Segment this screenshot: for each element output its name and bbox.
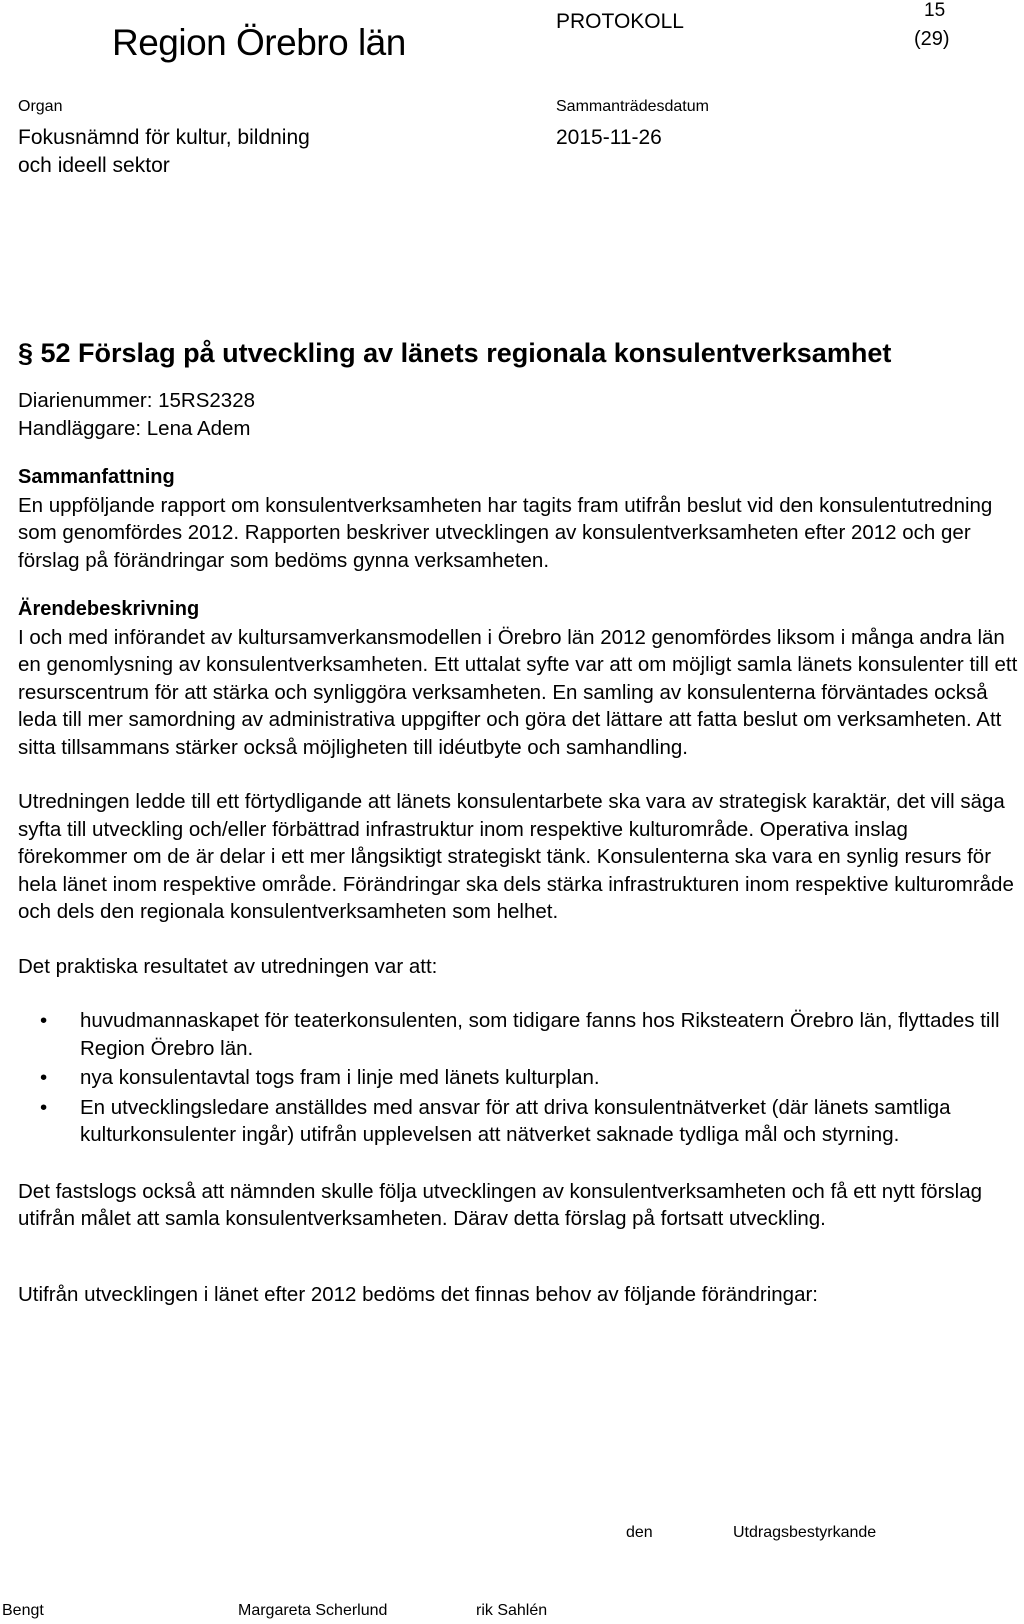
handlaggare: Handläggare: Lena Adem	[18, 416, 251, 440]
bullet-icon: •	[40, 1009, 48, 1032]
bullet-icon: •	[40, 1066, 48, 1089]
footer-den: den	[626, 1524, 653, 1541]
description-paragraph-5: Utifrån utvecklingen i länet efter 2012 bedöms det finnas behov av följande förändringar:	[18, 1282, 819, 1306]
meeting-date: 2015-11-26	[556, 126, 662, 149]
diarienummer: Diarienummer: 15RS2328	[18, 389, 256, 412]
bullet-icon: •	[40, 1095, 48, 1119]
description-paragraph-4: Det fastslogs också att nämnden skulle följa utvecklingen av konsulentverksamheten och få ett nytt förslag utifrån målet att samla konsulentverksamheten. Därav detta förslag på fortsatt utveckling.	[18, 1179, 983, 1230]
description-heading: Ärendebeskrivning	[18, 598, 200, 620]
signature-name-1: Bengt	[2, 1602, 44, 1619]
result-list	[18, 1007, 1022, 1149]
organ-value: Fokusnämnd för kultur, bildning och ideell sektor	[18, 126, 310, 177]
page-number: 15	[924, 0, 946, 21]
list-item-text: En utvecklingsledare anställdes med ansvar för att driva konsulentnätverket (där länets samtliga kulturkonsulenter ingår) utifrån upplevelsen att nätverket saknade tydliga mål och styrning.	[80, 1095, 951, 1146]
list-item	[18, 1094, 1022, 1149]
list-item-text: nya konsulentavtal togs fram i linje med länets kulturplan.	[80, 1066, 600, 1089]
page-total: (29)	[914, 28, 950, 50]
region-logo-text: Region Örebro län	[112, 22, 406, 63]
date-label: Sammanträdesdatum	[556, 98, 709, 115]
summary-text: En uppföljande rapport om konsulentverksamheten har tagits fram utifrån beslut vid den konsulentutredning som genomfördes 2012. Rapporten beskriver utvecklingen av konsulentverksamheten efter 2012 och ger förslag på förändringar som bedöms gynna verksamheten.	[18, 493, 993, 572]
signature-name-3: rik Sahlén	[476, 1602, 548, 1619]
list-item-text: huvudmannaskapet för teaterkonsulenten, som tidigare fanns hos Riksteatern Örebro län, flyttades till Region Örebro län.	[80, 1009, 1000, 1060]
document-type: PROTOKOLL	[556, 10, 684, 33]
list-item	[18, 1007, 1022, 1062]
description-paragraph-2: Utredningen ledde till ett förtydligande att länets konsulentarbete ska vara av strategisk karaktär, det vill säga syfta till utveckling och/eller förbättrad infrastruktur inom respektive kulturområde. Operativa inslag förekommer om de är delar i ett mer långsiktigt strategiskt tänk. Konsulenterna ska vara en synlig resurs för hela länet inom respektive område. Förändringar ska dels stärka infrastrukturen inom respektive kulturområde och dels den regionala konsulentverksamheten som helhet.	[18, 790, 1014, 923]
description-paragraph-3: Det praktiska resultatet av utredningen var att:	[18, 954, 438, 978]
protocol-section	[18, 338, 1022, 1308]
list-item	[18, 1064, 1022, 1092]
signature-name-2: Margareta Scherlund	[238, 1602, 388, 1619]
organ-label: Organ	[18, 98, 63, 115]
description-paragraph-1: I och med införandet av kultursamverkansmodellen i Örebro län 2012 genomfördes liksom i många andra län en genomlysning av konsulentverksamheten. Ett uttalat syfte var att om möjligt samla länets konsulenter till ett resurscentrum för att stärka och synliggöra verksamheten. En samling av konsulenterna förväntades också leda till mer samordning av administrativa uppgifter och göra det lättare att fatta beslut om verksamheten. Att sitta tillsammans stärker också möjligheten till idéutbyte och samhandling.	[18, 625, 1018, 759]
footer-utdragsbestyrkande: Utdragsbestyrkande	[733, 1524, 877, 1541]
section-heading: § 52 Förslag på utveckling av länets regionala konsulentverksamhet	[18, 338, 892, 368]
summary-heading: Sammanfattning	[18, 466, 175, 488]
